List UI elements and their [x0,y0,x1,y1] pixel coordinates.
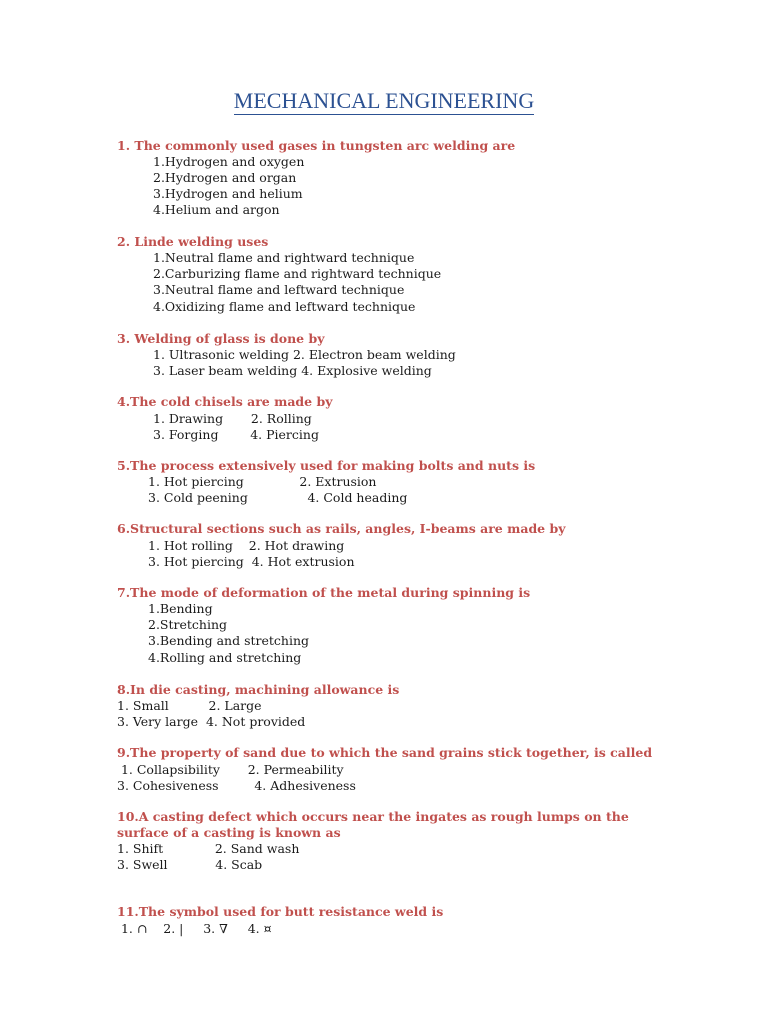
question-2: 2. Linde welding uses [117,234,269,249]
option-line: 1. Ultrasonic welding 2. Electron beam welding [153,347,456,362]
option-line: 4.Helium and argon [153,202,280,217]
question-11: 11.The symbol used for butt resistance weld is [117,904,444,919]
option-line: 3. Forging 4. Piercing [153,427,319,442]
question-10: 10.A casting defect which occurs near the ingates as rough lumps on the surface of a casting is known as [117,809,629,840]
option-line: 1.Neutral flame and rightward technique [153,250,415,265]
question-8: 8.In die casting, machining allowance is [117,682,400,697]
option-line: 2.Hydrogen and organ [153,170,297,185]
option-line: 3. Cold peening 4. Cold heading [148,490,408,505]
option-line: 3. Hot piercing 4. Hot extrusion [148,554,355,569]
option-line: 1. Hot rolling 2. Hot drawing [148,538,345,553]
option-line: 1. Small 2. Large [117,698,262,713]
option-line: 1. Hot piercing 2. Extrusion [148,474,377,489]
question-3: 3. Welding of glass is done by [117,331,325,346]
option-line: 1. Collapsibility 2. Permeability [117,762,344,777]
question-9: 9.The property of sand due to which the sand grains stick together, is called [117,745,653,760]
option-line: 3. Laser beam welding 4. Explosive welding [153,363,432,378]
question-7: 7.The mode of deformation of the metal during spinning is [117,585,531,600]
question-6: 6.Structural sections such as rails, angles, I-beams are made by [117,521,566,536]
question-1: 1. The commonly used gases in tungsten arc welding are [117,138,516,153]
option-line: 2.Stretching [148,617,228,632]
option-line: 1.Hydrogen and oxygen [153,154,305,169]
option-line: 1. Shift 2. Sand wash [117,841,300,856]
document-title: MECHANICAL ENGINEERING [233,88,535,113]
option-line: 3.Hydrogen and helium [153,186,303,201]
option-line: 3. Cohesiveness 4. Adhesiveness [117,778,356,793]
option-line: 4.Rolling and stretching [148,650,302,665]
option-line: 3.Bending and stretching [148,633,309,648]
option-line: 1. Drawing 2. Rolling [153,411,312,426]
option-line: 3. Swell 4. Scab [117,857,263,872]
option-line: 3. Very large 4. Not provided [117,714,306,729]
option-line: 3.Neutral flame and leftward technique [153,282,405,297]
option-line: 1. ∩ 2. | 3. ∇ 4. ¤ [117,921,272,936]
option-line: 4.Oxidizing flame and leftward technique [153,299,416,314]
question-5: 5.The process extensively used for making bolts and nuts is [117,458,536,473]
question-4: 4.The cold chisels are made by [117,394,333,409]
option-line: 2.Carburizing flame and rightward technique [153,266,442,281]
option-line: 1.Bending [148,601,213,616]
